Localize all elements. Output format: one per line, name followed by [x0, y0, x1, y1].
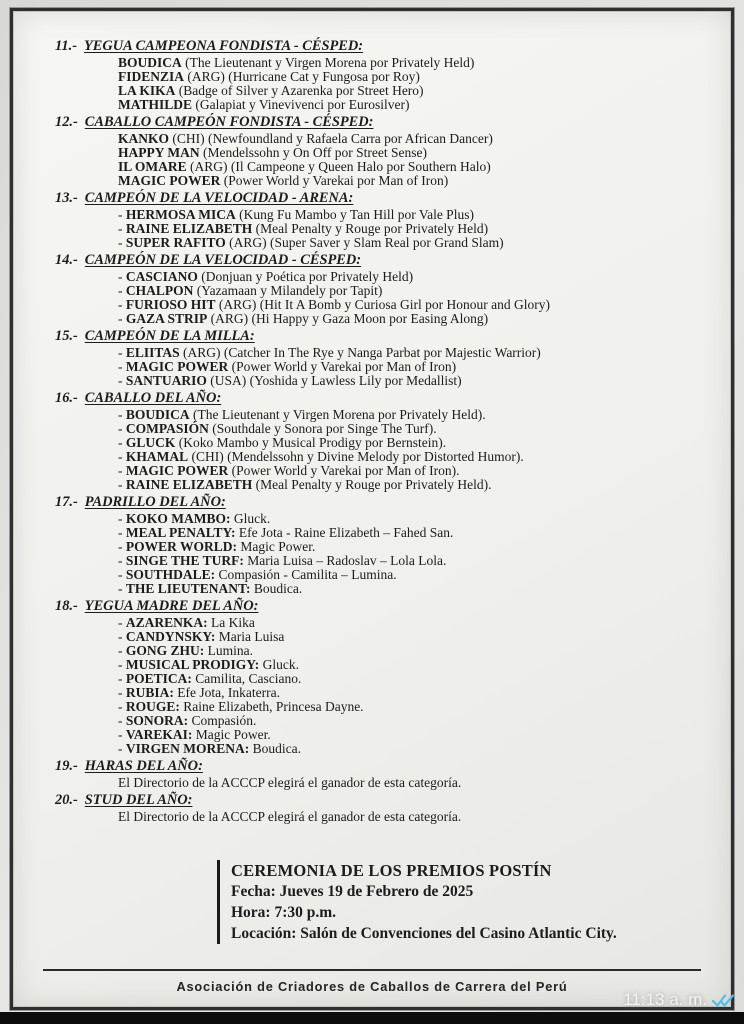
entry-prefix: -: [118, 629, 126, 644]
entry-prefix: -: [118, 407, 126, 422]
entry-prefix: -: [118, 421, 126, 436]
entry-detail: Efe Jota - Raine Elizabeth – Fahed San.: [235, 525, 454, 540]
entry-detail: (Power World y Varekai por Man of Iron).: [228, 463, 460, 478]
award-section: [55, 599, 705, 756]
entry-prefix: -: [118, 359, 126, 374]
entry-name: FURIOSO HIT: [125, 297, 216, 312]
entry-prefix: -: [118, 345, 126, 360]
entry-detail: Gluck.: [259, 657, 300, 672]
entry-name: VIRGEN MORENA:: [125, 741, 250, 756]
entry-prefix: -: [118, 553, 126, 568]
entry-detail: (Yazamaan y Milandely por Tapit): [193, 283, 383, 298]
award-section: [55, 39, 705, 112]
section-number: 11.-: [55, 38, 77, 54]
section-entries: [55, 616, 705, 756]
award-entry: [118, 270, 705, 284]
entry-name: MUSICAL PRODIGY:: [125, 657, 260, 672]
ceremony-date: Fecha: Jueves 19 de Febrero de 2025: [231, 883, 474, 900]
entry-prefix: -: [118, 435, 126, 450]
award-entry: [118, 312, 705, 326]
entry-detail: (ARG) (Hit It A Bomb y Curiosa Girl por Honour and Glory): [215, 297, 550, 312]
entry-prefix: -: [118, 283, 126, 298]
section-number: 16.-: [55, 390, 78, 406]
section-title: CAMPEÓN DE LA VELOCIDAD - ARENA:: [84, 190, 354, 206]
entry-name: CANDYNSKY:: [125, 629, 216, 644]
entry-name: BOUDICA: [118, 55, 182, 70]
entry-name: RAINE ELIZABETH: [125, 221, 253, 236]
entry-name: FIDENZIA: [118, 69, 185, 84]
entry-detail: (CHI) (Newfoundland y Rafaela Carra por African Dancer): [169, 131, 493, 146]
award-section: [55, 759, 705, 790]
entry-prefix: -: [118, 449, 126, 464]
entry-name: HAPPY MAN: [118, 145, 200, 160]
entry-detail: Maria Luisa – Radoslav – Lola Lola.: [243, 553, 447, 568]
read-receipt-double-check-icon: [712, 993, 736, 1008]
section-heading: [55, 599, 705, 614]
section-entries: [55, 512, 705, 596]
entry-prefix: -: [118, 297, 126, 312]
award-entry: [118, 658, 705, 672]
award-entry: [118, 616, 705, 630]
award-entry: [118, 132, 705, 146]
entry-prefix: -: [118, 269, 126, 284]
entry-detail: (Donjuan y Poética por Privately Held): [197, 269, 414, 284]
entry-name: KOKO MAMBO:: [125, 511, 231, 526]
entry-detail: (Meal Penalty y Rouge por Privately Held).: [252, 477, 492, 492]
entry-name: BOUDICA: [125, 407, 190, 422]
award-section: [55, 329, 705, 388]
entry-prefix: -: [118, 727, 126, 742]
section-title: CABALLO CAMPEÓN FONDISTA - CÉSPED:: [84, 114, 374, 130]
award-entry: [118, 284, 705, 298]
award-entry: [118, 630, 705, 644]
award-entry: [118, 742, 705, 756]
entry-prefix: -: [118, 657, 126, 672]
entry-prefix: -: [118, 311, 126, 326]
section-entries: [55, 56, 705, 112]
award-entry: [118, 450, 705, 464]
award-entry: [118, 810, 705, 824]
section-entries: [55, 776, 705, 790]
award-entry: [118, 776, 705, 790]
entry-name: SANTUARIO: [125, 373, 207, 388]
award-entry: [118, 512, 705, 526]
entry-name: ROUGE:: [125, 699, 180, 714]
entry-name: GONG ZHU:: [125, 643, 205, 658]
entry-detail: (CHI) (Mendelssohn y Divine Melody por Distorted Humor).: [188, 449, 524, 464]
section-entries: [55, 132, 705, 188]
entry-detail: (Southdale y Sonora por Singe The Turf).: [208, 421, 437, 436]
entry-name: KHAMAL: [125, 449, 189, 464]
entry-name: SUPER RAFITO: [125, 235, 226, 250]
entry-detail: El Directorio de la ACCCP elegirá el ganador de esta categoría.: [118, 775, 462, 790]
ceremony-block: [217, 860, 705, 944]
entry-prefix: -: [118, 713, 126, 728]
section-entries: [55, 208, 705, 250]
award-entry: [118, 236, 705, 250]
award-entry: [118, 298, 705, 312]
entry-detail: Compasión.: [188, 713, 257, 728]
association-name: Asociación de Criadores de Caballos de Carrera del Perú: [176, 979, 568, 994]
award-entry: [118, 374, 705, 388]
entry-name: MAGIC POWER: [125, 463, 229, 478]
entry-prefix: -: [118, 581, 126, 596]
entry-prefix: -: [118, 699, 126, 714]
entry-detail: (Power World y Varekai por Man of Iron): [228, 359, 457, 374]
award-entry: [118, 526, 705, 540]
entry-name: CASCIANO: [125, 269, 198, 284]
section-number: 20.-: [55, 792, 78, 808]
section-heading: [55, 495, 705, 510]
message-timestamp: 11:13 a. m.: [623, 990, 707, 1009]
entry-name: THE LIEUTENANT:: [125, 581, 251, 596]
section-title: HARAS DEL AÑO:: [84, 758, 203, 774]
entry-prefix: -: [118, 235, 126, 250]
entry-name: VAREKAI:: [125, 727, 193, 742]
entry-detail: (The Lieutenant y Virgen Morena por Privately Held).: [189, 407, 486, 422]
entry-name: ELIITAS: [125, 345, 180, 360]
section-heading: [55, 329, 705, 344]
entry-prefix: -: [118, 615, 126, 630]
section-title: YEGUA MADRE DEL AÑO:: [84, 598, 259, 614]
section-entries: [55, 408, 705, 492]
award-entry: [118, 346, 705, 360]
section-title: STUD DEL AÑO:: [84, 792, 193, 808]
award-entry: [118, 478, 705, 492]
entry-detail: El Directorio de la ACCCP elegirá el ganador de esta categoría.: [118, 809, 462, 824]
message-meta: [623, 990, 736, 1010]
entry-detail: (Mendelssohn y On Off por Street Sense): [199, 145, 427, 160]
entry-name: POWER WORLD:: [125, 539, 238, 554]
section-title: CABALLO DEL AÑO:: [84, 390, 222, 406]
entry-name: CHALPON: [125, 283, 194, 298]
entry-prefix: -: [118, 207, 126, 222]
entry-detail: (ARG) (Hurricane Cat y Fungosa por Roy): [184, 69, 420, 84]
award-entry: [118, 174, 705, 188]
section-heading: [55, 191, 705, 206]
entry-prefix: -: [118, 477, 126, 492]
entry-detail: (The Lieutenant y Virgen Morena por Privately Held): [181, 55, 475, 70]
section-title: CAMPEÓN DE LA VELOCIDAD - CÉSPED:: [84, 252, 362, 268]
entry-detail: (Badge of Silver y Azarenka por Street Hero): [175, 83, 424, 98]
entry-detail: (Power World y Varekai por Man of Iron): [220, 173, 449, 188]
entry-prefix: -: [118, 643, 126, 658]
entry-name: GLUCK: [125, 435, 176, 450]
award-entry: [118, 360, 705, 374]
entry-detail: (ARG) (Il Campeone y Queen Halo por Southern Halo): [186, 159, 491, 174]
entry-detail: Magic Power.: [192, 727, 271, 742]
entry-prefix: -: [118, 539, 126, 554]
award-entry: [118, 672, 705, 686]
entry-name: SINGE THE TURF:: [125, 553, 244, 568]
entry-name: HERMOSA MICA: [125, 207, 236, 222]
section-heading: [55, 759, 705, 774]
entry-prefix: -: [118, 685, 126, 700]
award-entry: [118, 568, 705, 582]
entry-detail: (Kung Fu Mambo y Tan Hill por Vale Plus): [235, 207, 474, 222]
section-number: 19.-: [55, 758, 78, 774]
entry-detail: Efe Jota, Inkaterra.: [173, 685, 280, 700]
page-footer: [43, 969, 701, 994]
section-number: 15.-: [55, 328, 78, 344]
entry-detail: (Koko Mambo y Musical Prodigy por Bernstein).: [175, 435, 447, 450]
section-heading: [55, 391, 705, 406]
award-section: [55, 495, 705, 596]
entry-detail: Gluck.: [230, 511, 271, 526]
section-heading: [55, 253, 705, 268]
entry-name: MAGIC POWER: [125, 359, 229, 374]
entry-name: KANKO: [118, 131, 170, 146]
award-entry: [118, 728, 705, 742]
award-entry: [118, 700, 705, 714]
entry-detail: Lumina.: [204, 643, 254, 658]
award-entry: [118, 554, 705, 568]
ceremony-location: Locación: Salón de Convenciones del Casino Atlantic City.: [231, 925, 617, 942]
award-section: [55, 391, 705, 492]
section-title: CAMPEÓN DE LA MILLA:: [84, 328, 255, 344]
section-heading: [55, 793, 705, 808]
entry-detail: Maria Luisa: [215, 629, 285, 644]
entry-prefix: -: [118, 525, 126, 540]
section-title: PADRILLO DEL AÑO:: [84, 494, 226, 510]
entry-detail: (ARG) (Hi Happy y Gaza Moon por Easing Along): [207, 311, 489, 326]
entry-detail: Compasión - Camilita – Lumina.: [215, 567, 397, 582]
entry-name: GAZA STRIP: [125, 311, 208, 326]
entry-name: IL OMARE: [118, 159, 187, 174]
award-entry: [118, 582, 705, 596]
section-title: YEGUA CAMPEONA FONDISTA - CÉSPED:: [84, 38, 364, 54]
award-section: [55, 253, 705, 326]
entry-name: AZARENKA:: [125, 615, 208, 630]
section-number: 17.-: [55, 494, 78, 510]
award-list: [55, 39, 705, 824]
award-entry: [118, 422, 705, 436]
entry-name: SONORA:: [125, 713, 189, 728]
entry-name: SOUTHDALE:: [125, 567, 216, 582]
section-entries: [55, 270, 705, 326]
section-entries: [55, 810, 705, 824]
ceremony-title: CEREMONIA DE LOS PREMIOS POSTÍN: [231, 861, 552, 880]
award-section: [55, 793, 705, 824]
award-section: [55, 115, 705, 188]
entry-detail: (Galapiat y Vinevivenci por Eurosilver): [192, 97, 410, 112]
award-section: [55, 191, 705, 250]
entry-detail: Camilita, Casciano.: [191, 671, 302, 686]
award-entry: [118, 56, 705, 70]
section-heading: [55, 39, 705, 54]
entry-prefix: -: [118, 671, 126, 686]
section-number: 13.-: [55, 190, 78, 206]
entry-prefix: -: [118, 567, 126, 582]
entry-prefix: -: [118, 373, 126, 388]
entry-detail: Boudica.: [250, 581, 303, 596]
section-number: 18.-: [55, 598, 78, 614]
entry-detail: (ARG) (Catcher In The Rye y Nanga Parbat por Majestic Warrior): [179, 345, 541, 360]
entry-detail: Raine Elizabeth, Princesa Dayne.: [179, 699, 364, 714]
award-entry: [118, 464, 705, 478]
entry-prefix: -: [118, 511, 126, 526]
entry-name: COMPASIÓN: [125, 421, 209, 436]
award-entry: [118, 98, 705, 112]
photo-bottom-band: [0, 1012, 744, 1024]
entry-detail: (USA) (Yoshida y Lawless Lily por Medallist): [206, 373, 462, 388]
award-entry: [118, 408, 705, 422]
ceremony-time: Hora: 7:30 p.m.: [231, 904, 337, 921]
entry-name: RAINE ELIZABETH: [125, 477, 253, 492]
entry-detail: Boudica.: [249, 741, 301, 756]
section-number: 14.-: [55, 252, 78, 268]
award-entry: [118, 160, 705, 174]
award-entry: [118, 70, 705, 84]
entry-detail: La Kika: [207, 615, 255, 630]
entry-name: LA KIKA: [118, 83, 176, 98]
section-heading: [55, 115, 705, 130]
award-entry: [118, 686, 705, 700]
award-entry: [118, 436, 705, 450]
entry-name: MAGIC POWER: [118, 173, 221, 188]
award-entry: [118, 146, 705, 160]
document-page: [10, 8, 734, 1010]
award-entry: [118, 540, 705, 554]
entry-name: MATHILDE: [118, 97, 193, 112]
entry-prefix: -: [118, 741, 126, 756]
award-entry: [118, 644, 705, 658]
section-entries: [55, 346, 705, 388]
award-entry: [118, 714, 705, 728]
entry-prefix: -: [118, 463, 126, 478]
entry-detail: Magic Power.: [237, 539, 316, 554]
award-entry: [118, 84, 705, 98]
entry-prefix: -: [118, 221, 126, 236]
entry-name: MEAL PENALTY:: [125, 525, 236, 540]
award-entry: [118, 208, 705, 222]
section-number: 12.-: [55, 114, 78, 130]
award-entry: [118, 222, 705, 236]
entry-name: RUBIA:: [125, 685, 174, 700]
entry-detail: (Meal Penalty y Rouge por Privately Held): [252, 221, 489, 236]
entry-name: POETICA:: [125, 671, 192, 686]
entry-detail: (ARG) (Super Saver y Slam Real por Grand Slam): [225, 235, 504, 250]
